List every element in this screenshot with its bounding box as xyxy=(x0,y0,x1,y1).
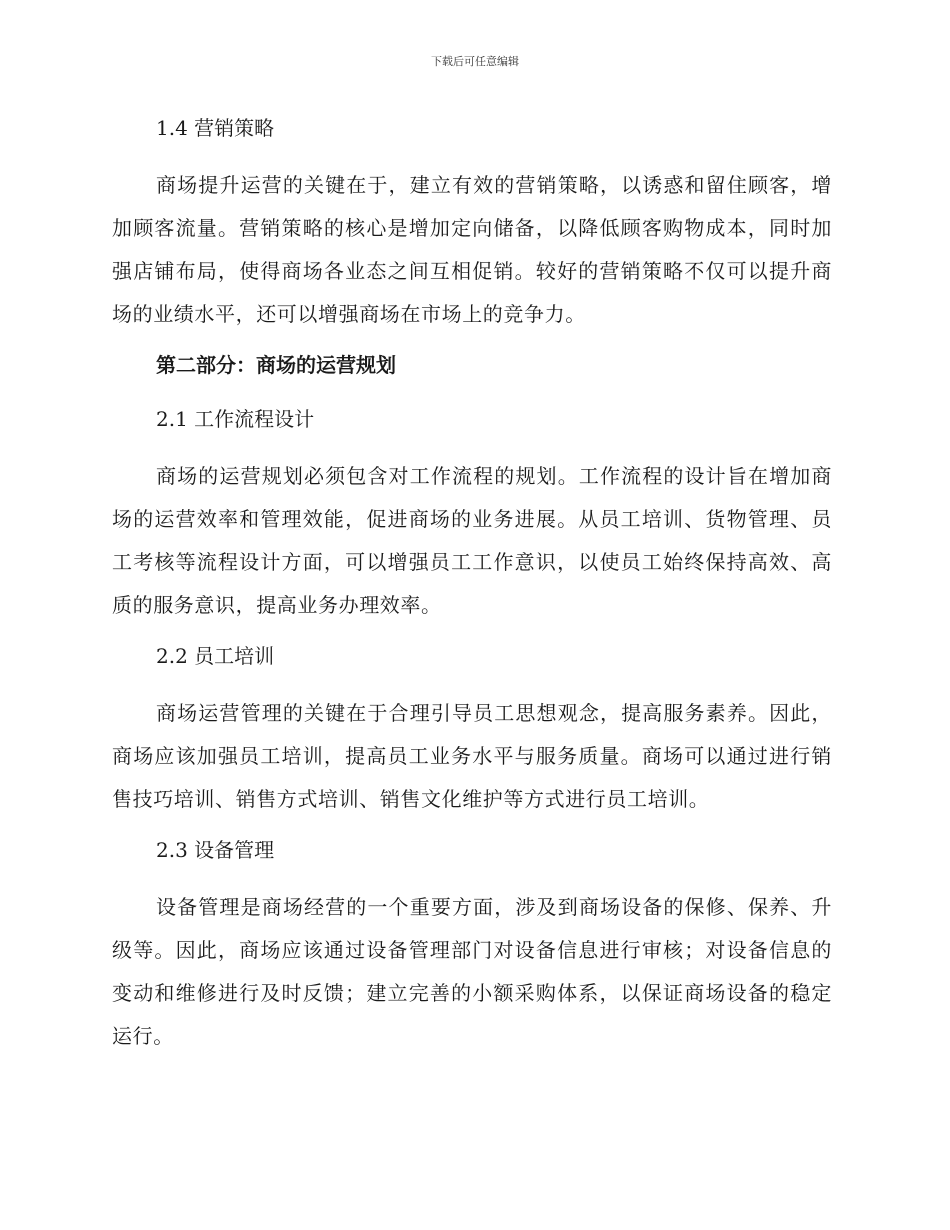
page-header: 下载后可任意编辑 xyxy=(431,55,519,68)
section-heading-1-4: 1.4 营销策略 xyxy=(156,116,275,140)
section-heading-2-1: 2.1 工作流程设计 xyxy=(156,407,315,431)
section-heading-2-2: 2.2 员工培训 xyxy=(156,644,275,668)
paragraph-staff-training: 商场运营管理的关键在于合理引导员工思想观念，提高服务素养。因此，商场应该加强员工培训，提高员工业务水平与服务质量。商场可以通过进行销售技巧培训、销售方式培训、销售文化维护等方式进行员工培训。 xyxy=(112,701,832,811)
paragraph-marketing-strategy: 商场提升运营的关键在于，建立有效的营销策略，以诱惑和留住顾客，增加顾客流量。营销策略的核心是增加定向储备，以降低顾客购物成本，同时加强店铺布局，使得商场各业态之间互相促销。较好的营销策略不仅可以提升商场的业绩水平，还可以增强商场在市场上的竞争力。 xyxy=(112,173,832,326)
paragraph-equipment-management: 设备管理是商场经营的一个重要方面，涉及到商场设备的保修、保养、升级等。因此，商场应该通过设备管理部门对设备信息进行审核；对设备信息的变动和维修进行及时反馈；建立完善的小额采购体系，以保证商场设备的稳定运行。 xyxy=(112,895,832,1048)
paragraph-workflow-design: 商场的运营规划必须包含对工作流程的规划。工作流程的设计旨在增加商场的运营效率和管理效能，促进商场的业务进展。从员工培训、货物管理、员工考核等流程设计方面，可以增强员工工作意识，以使员工始终保持高效、高质的服务意识，提高业务办理效率。 xyxy=(112,464,832,617)
part-two-heading: 第二部分：商场的运营规划 xyxy=(156,353,396,377)
document-body xyxy=(112,110,832,1069)
section-heading-2-3: 2.3 设备管理 xyxy=(156,838,275,862)
